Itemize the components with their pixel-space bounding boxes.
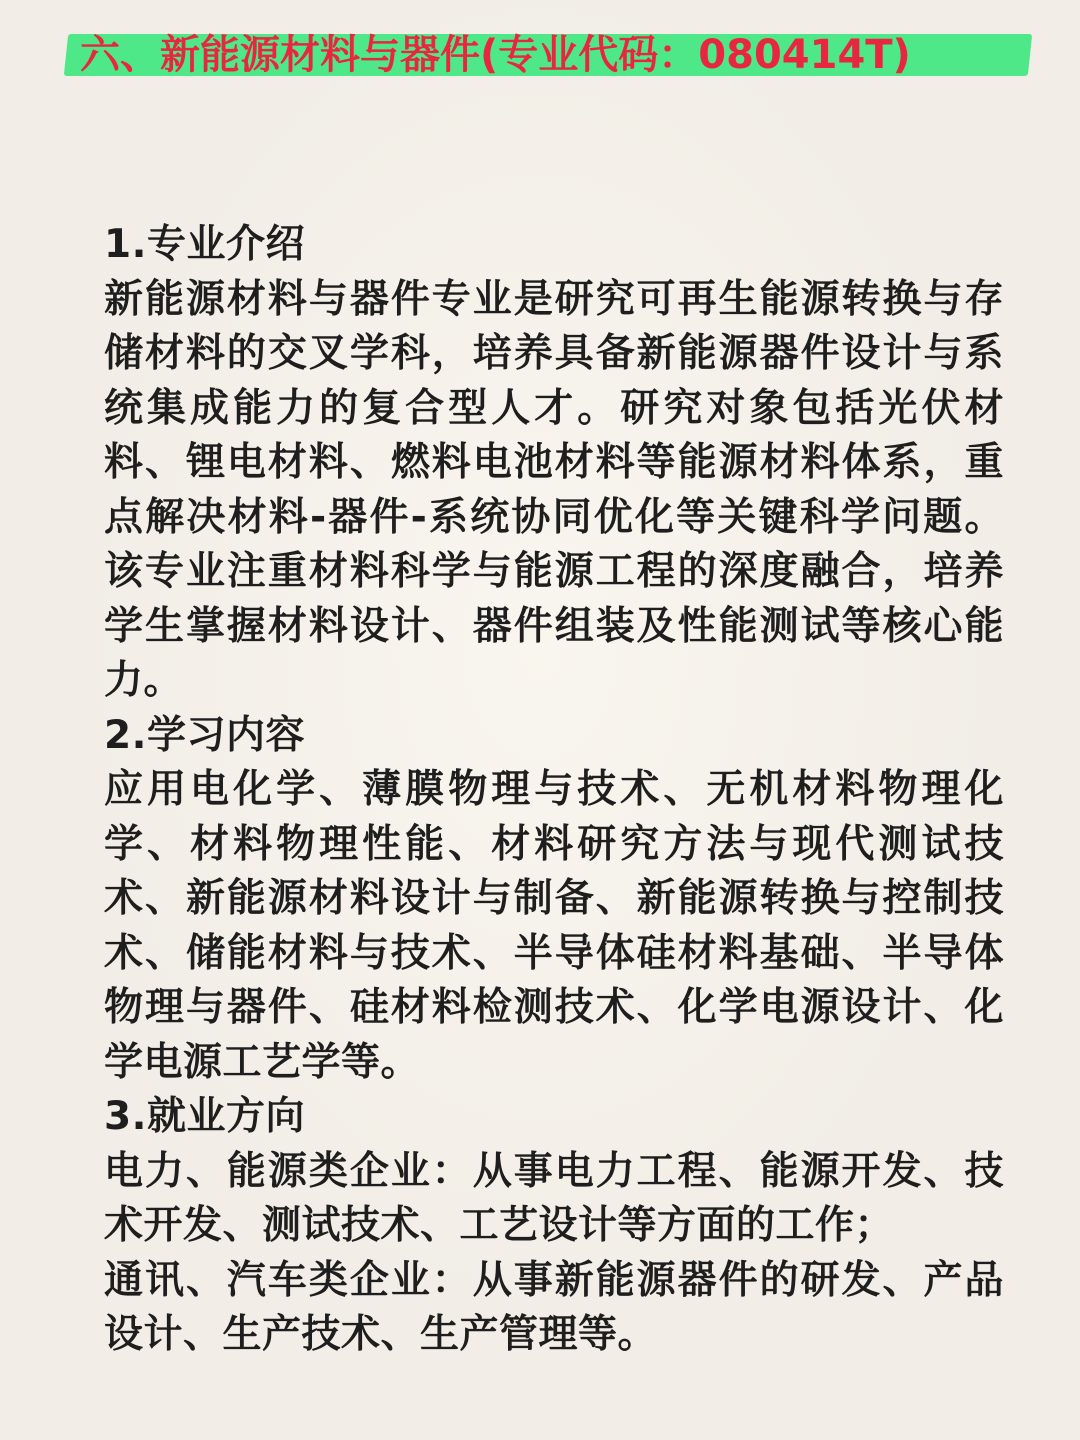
section-heading-careers: 3.就业方向 [104, 1094, 305, 1139]
title-banner [66, 26, 1030, 84]
career-paragraph-telecom-auto: 通讯、汽车类企业：从事新能源器件的研发、产品设计、生产技术、生产管理等。 [104, 1257, 1004, 1357]
career-paragraph-energy: 电力、能源类企业：从事电力工程、能源开发、技术开发、测试技术、工艺设计等方面的工作； [104, 1148, 1004, 1248]
section-heading-curriculum: 2.学习内容 [104, 712, 305, 758]
section-body-curriculum: 应用电化学、薄膜物理与技术、无机材料物理化学、材料物理性能、材料研究方法与现代测试技术、新能源材料设计与制备、新能源转换与控制技术、储能材料与技术、半导体硅材料基础、半导体物理与器件、硅材料检测技术、化学电源设计、化学电源工艺学等。 [104, 767, 1004, 1085]
section-body-intro: 新能源材料与器件专业是研究可再生能源转换与存储材料的交叉学科，培养具备新能源器件设计与系统集成能力的复合型人才。研究对象包括光伏材料、锂电材料、燃料电池材料等能源材料体系，重点解决材料-器件-系统协同优化等关键科学问题。该专业注重材料科学与能源工程的深度融合，培养学生掌握材料设计、器件组装及性能测试等核心能力。 [104, 276, 1004, 703]
section-heading-intro: 1.专业介绍 [104, 222, 305, 267]
page-title: 六、新能源材料与器件(专业代码：080414T) [80, 32, 911, 78]
article-body [104, 218, 1004, 1363]
